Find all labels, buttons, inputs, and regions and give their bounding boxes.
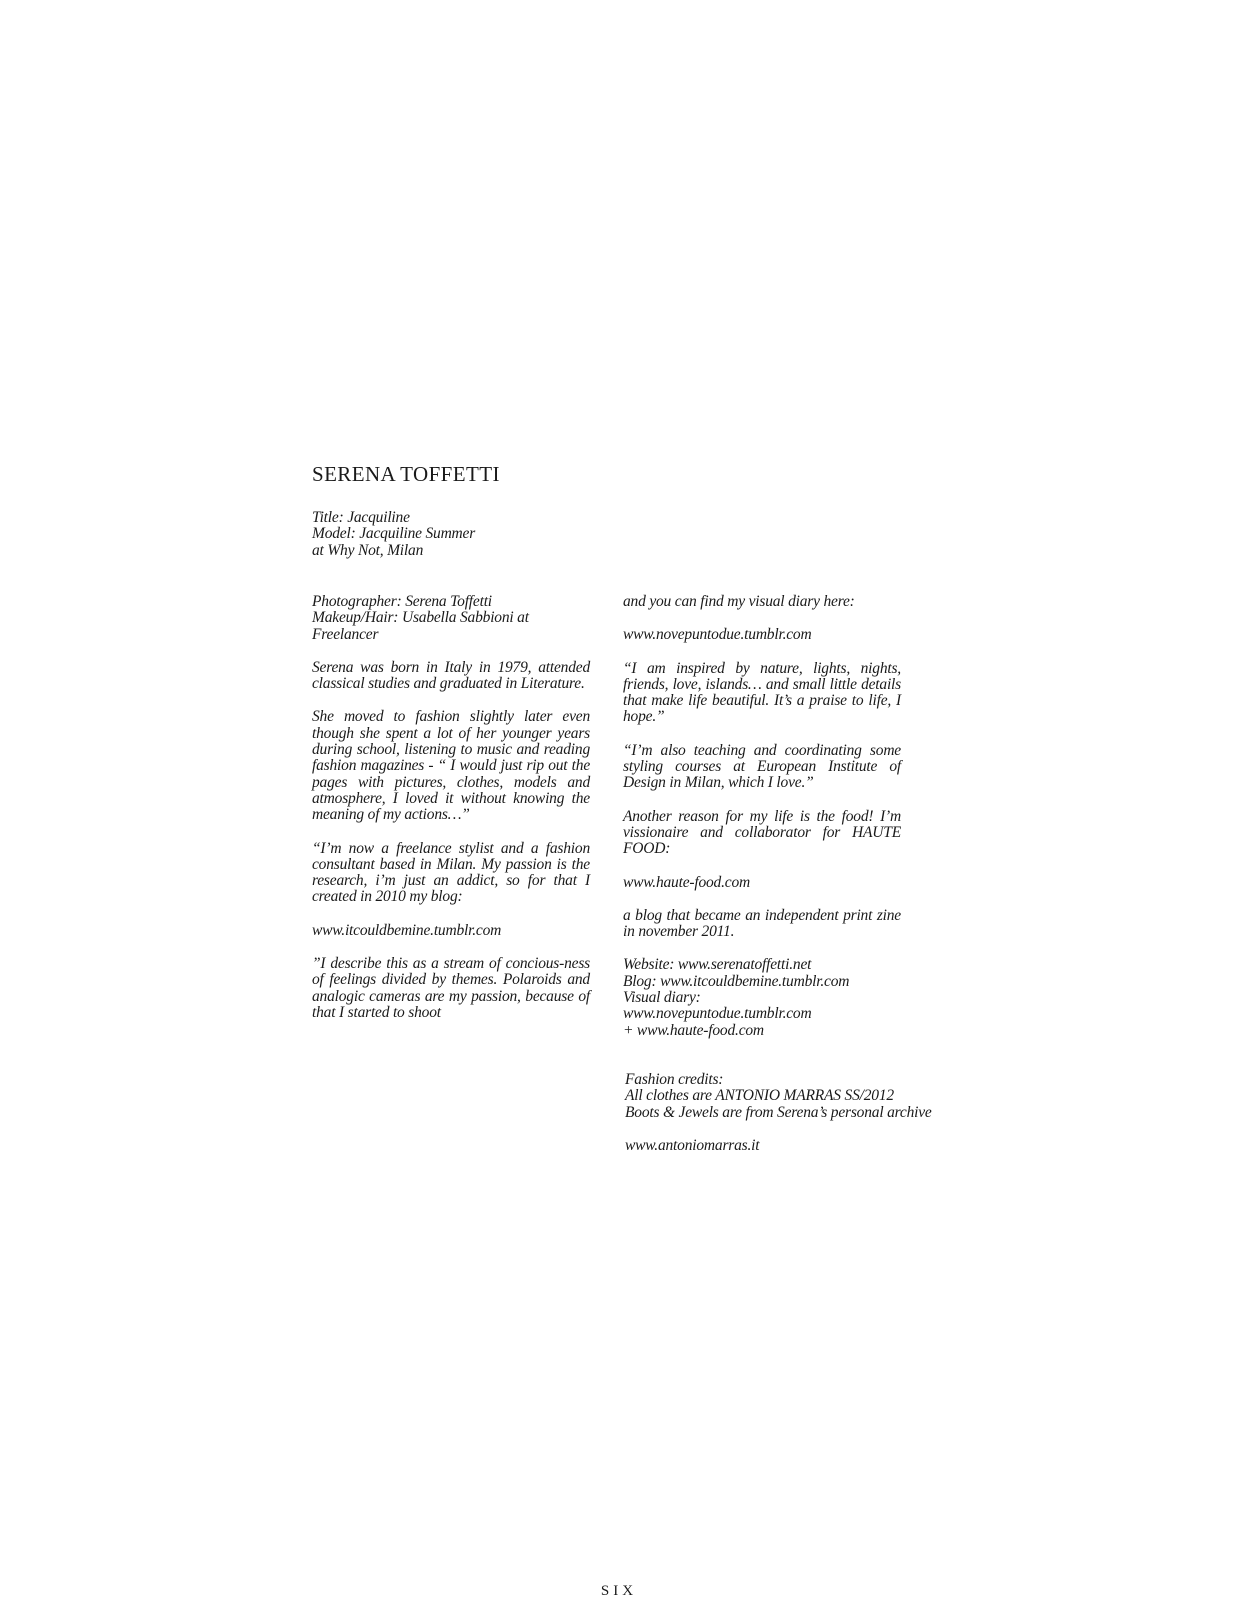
makeup-hair-credit: Makeup/Hair: Usabella Sabbioni at [312,609,529,627]
links-block [623,957,901,1038]
fashion-credits-block [625,1072,1005,1121]
fashion-credits-accessories: Boots & Jewels are from Serena’s personal archive [625,1103,932,1121]
staff-credits [312,594,590,643]
shoot-agency: at Why Not, Milan [312,541,424,559]
bio-paragraph-4: ”I describe this as a stream of concious-ness of feelings divided by themes. Polaroids and analogic cameras are my passion, because of that I started to shoot [312,955,590,1021]
blog-url[interactable]: www.itcouldbemine.tumblr.com [312,921,502,939]
bio-paragraph-6: “I am inspired by nature, lights, nights, friends, love, islands… and small little details that make life beautiful. It’s a praise to life, I hope.” [623,659,901,726]
right-column [623,594,901,1056]
bio-paragraph-8: Another reason for my life is the food! I’m vissionaire and collaborator for HAUTE FOOD: [623,807,901,858]
bio-paragraph-2: She moved to fashion slightly later even though she spent a lot of her younger years during school, listening to music and reading fashion magazines - “ I would just rip out the pages with pictures, clothes, models and atmosphere, I loved it without knowing the meaning of my actions…” [312,708,590,824]
blog-link[interactable]: Blog: www.itcouldbemine.tumblr.com [623,972,850,990]
shoot-info [312,510,612,576]
bio-paragraph-1: Serena was born in Italy in 1979, attended classical studies and graduated in Literature. [312,658,590,693]
shoot-info-block [312,510,612,559]
bio-paragraph-3: “I’m now a freelance stylist and a fashion consultant based in Milan. My passion is the research, i’m just an addict, so for that I created in 2010 my blog: [312,839,590,906]
fashion-credits-label: Fashion credits: [625,1071,724,1088]
shoot-title: Title: Jacquiline [312,509,410,526]
bio-paragraph-9: a blog that became an independent print zine in november 2011. [623,906,901,941]
page-number: SIX [600,1583,638,1599]
left-column [312,594,590,1038]
designer-url[interactable]: www.antoniomarras.it [625,1136,760,1154]
makeup-hair-credit-cont: Freelancer [312,625,379,643]
haute-food-link[interactable]: + www.haute-food.com [623,1021,764,1039]
visual-diary-label: Visual diary: [623,989,701,1007]
shoot-model: Model: Jacquiline Summer [312,525,476,543]
bio-paragraph-5: and you can find my visual diary here: [623,593,855,610]
website-link[interactable]: Website: www.serenatoffetti.net [623,956,812,974]
article-heading: SERENA TOFFETTI [312,462,500,486]
bio-paragraph-7: “I’m also teaching and coordinating some styling courses at European Institute of Design in Milan, which I love.” [623,741,901,792]
visual-diary-link[interactable]: www.novepuntodue.tumblr.com [623,1005,812,1023]
fashion-credits-clothes: All clothes are ANTONIO MARRAS SS/2012 [625,1087,894,1105]
fashion-credits [625,1072,1005,1171]
visual-diary-url[interactable]: www.novepuntodue.tumblr.com [623,626,812,644]
haute-food-url[interactable]: www.haute-food.com [623,873,750,891]
photographer-credit: Photographer: Serena Toffetti [312,593,492,610]
